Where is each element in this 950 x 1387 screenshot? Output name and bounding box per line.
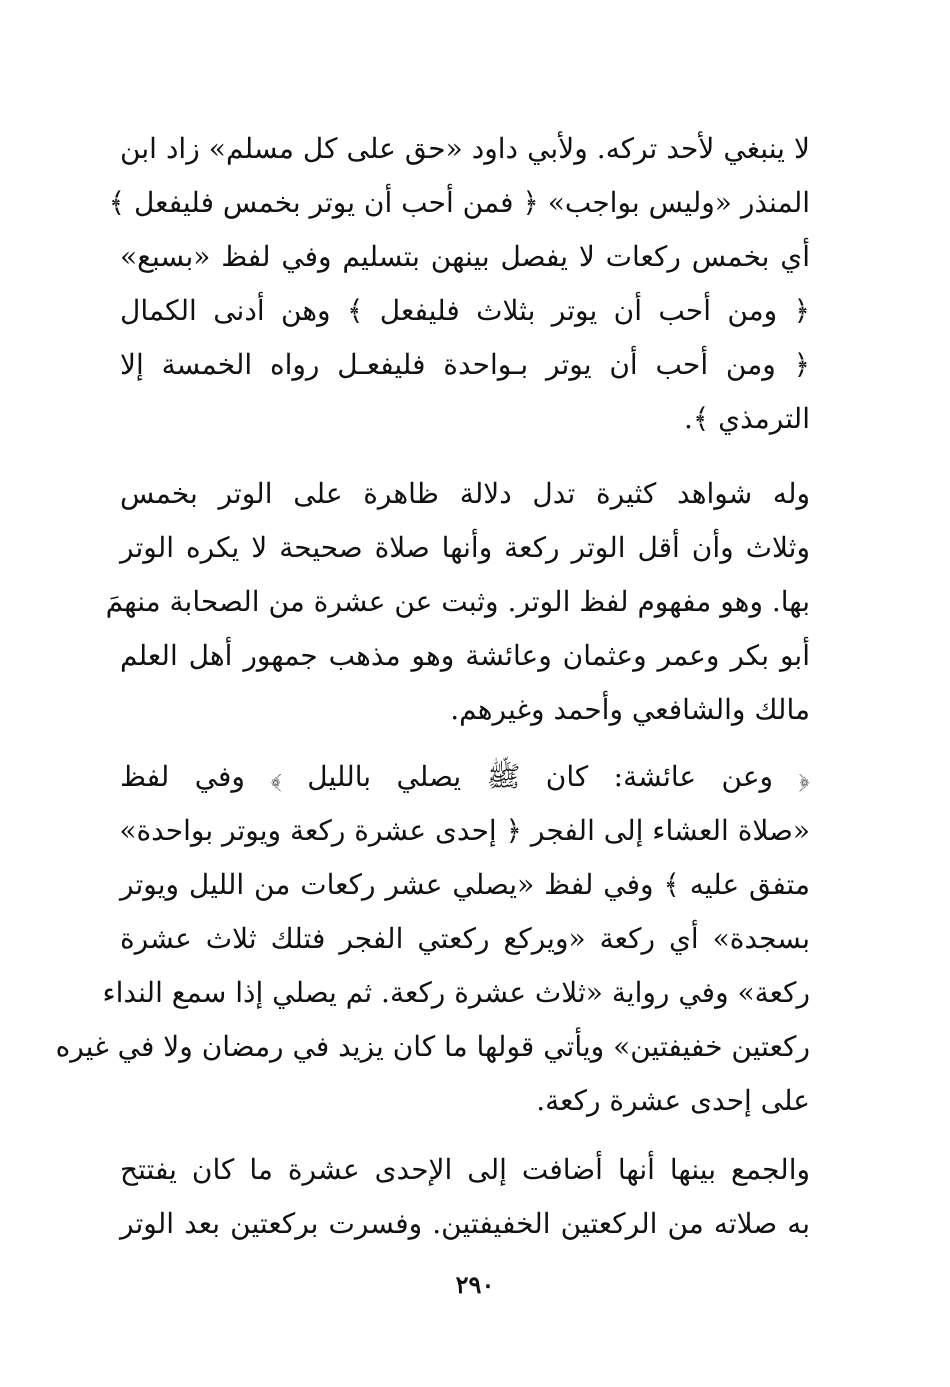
text-line: «صلاة العشاء إلى الفجر ﴿ إحدى عشرة ركعة ويوتر بواحدة» [119, 814, 810, 847]
text-line: لا ينبغي لأحد تركه. ولأبي داود «حق على كل مسلم» زاد ابن [120, 132, 810, 165]
text-line: ﴿ ومن أحب أن يوتر بـواحدة فليفعـل رواه الخمسة إلا [120, 348, 810, 381]
page-number: ٢٩٠ [455, 1270, 495, 1299]
paragraph-1 [108, 122, 810, 446]
text-line: مالك والشافعي وأحمد وغيرهم. [450, 693, 810, 726]
text-line: بها. وهو مفهوم لفظ الوتر. وثبت عن عشرة من الصحابة منهمَ [105, 585, 810, 618]
text-line: ﴿ وعن عائشة: كان ﷺ يصلي بالليل ﴾ وفي لفظ [120, 760, 810, 793]
text-line: على إحدى عشرة ركعة. [536, 1084, 810, 1117]
text-line: به صلاته من الركعتين الخفيفتين. وفسرت بركعتين بعد الوتر [120, 1207, 810, 1240]
text-line: أي بخمس ركعات لا يفصل بينهن بتسليم وفي لفظ «بسبع» [120, 240, 810, 273]
text-line: والجمع بينها أنها أضافت إلى الإحدى عشرة ما كان يفتتح [120, 1153, 810, 1186]
text-line: ركعتين خفيفتين» ويأتي قولها ما كان يزيد في رمضان ولا في غيره [55, 1030, 810, 1063]
text-line: متفق عليه ﴾ وفي لفظ «يصلي عشر ركعات من الليل ويوتر [120, 868, 810, 901]
text-line: المنذر «وليس بواجب» ﴿ فمن أحب أن يوتر بخمس فليفعل ﴾ [108, 186, 810, 219]
text-line: الترمذي ﴾. [683, 402, 810, 435]
text-line: بسجدة» أي ركعة «ويركع ركعتي الفجر فتلك ثلاث عشرة [120, 922, 810, 955]
paragraph-2 [105, 467, 810, 737]
text-line: أبو بكر وعمر وعثمان وعائشة وهو مذهب جمهور أهل العلم [120, 639, 810, 672]
paragraph-3 [55, 750, 810, 1128]
text-line: ركعة» وفي رواية «ثلاث عشرة ركعة. ثم يصلي إذا سمع النداء [102, 976, 810, 1009]
paragraph-4 [120, 1143, 810, 1251]
text-line: وله شواهد كثيرة تدل دلالة ظاهرة على الوتر بخمس [120, 477, 810, 510]
text-line: وثلاث وأن أقل الوتر ركعة وأنها صلاة صحيحة لا يكره الوتر [120, 531, 810, 564]
text-line: ﴿ ومن أحب أن يوتر بثلاث فليفعل ﴾ وهن أدنى الكمال [120, 294, 810, 327]
